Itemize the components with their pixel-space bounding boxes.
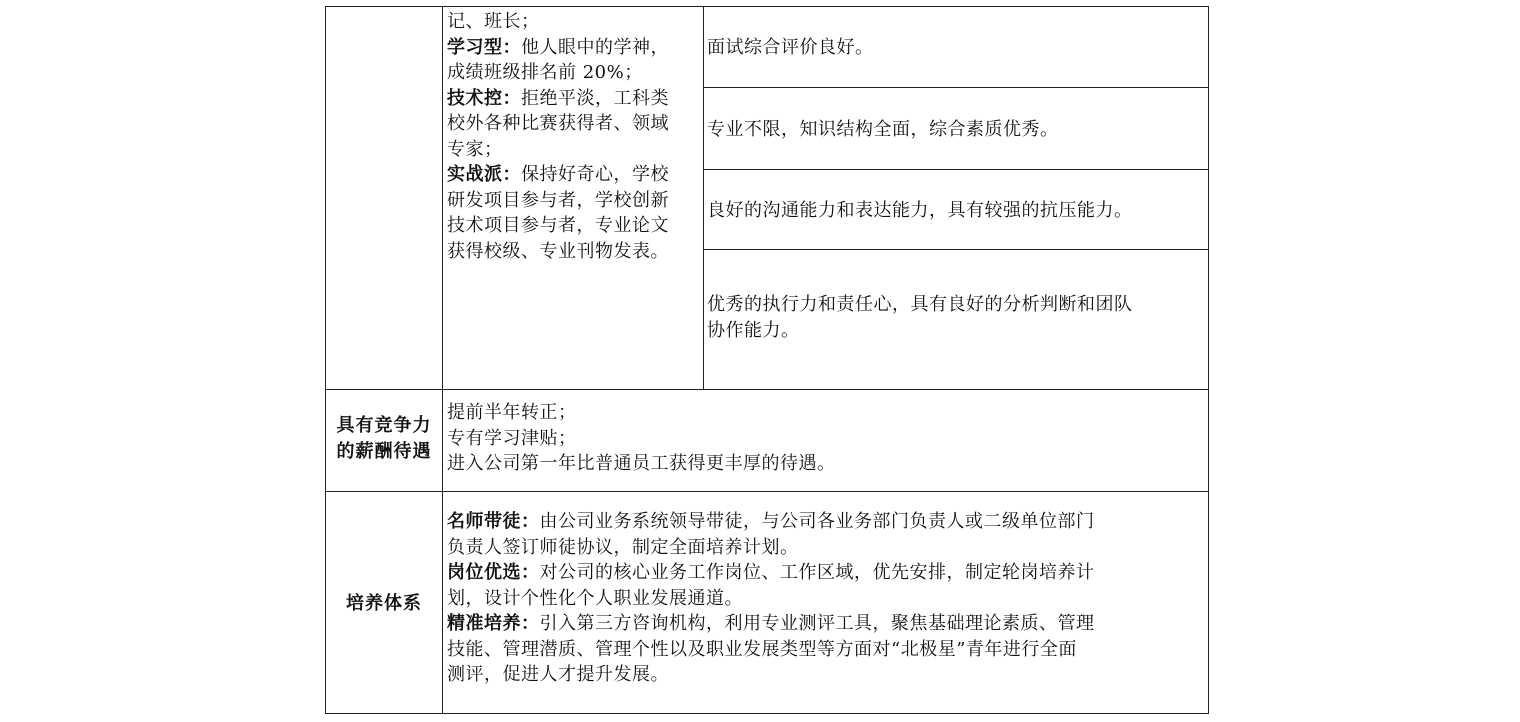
requirement-cell-major: 专业不限，知识结构全面，综合素质优秀。 [707, 119, 1059, 140]
requirement-cell-communication: 良好的沟通能力和表达能力，具有较强的抗压能力。 [707, 200, 1133, 221]
requirement-cell-execution: 优秀的执行力和责任心，具有良好的分析判断和团队 协作能力。 [707, 294, 1133, 341]
training-content [447, 509, 1095, 688]
table-divider [326, 389, 1208, 390]
text-line: 获得校级、专业刊物发表。 [447, 240, 669, 262]
text-line: 技术项目参与者，专业论文 [447, 215, 669, 236]
table-divider [703, 169, 1208, 170]
requirement-cell-interview: 面试综合评价良好。 [707, 37, 874, 58]
table-divider [442, 7, 443, 713]
text-line: 记、班长； [447, 11, 540, 32]
candidate-types-cell [447, 9, 701, 264]
table-divider [703, 7, 704, 389]
text-line: 技能、管理潜质、管理个性以及职业发展类型等方面对“北极星”青年进行全面 [447, 638, 1077, 660]
text-line: 负责人签订师徒协议，制定全面培养计划。 [447, 536, 799, 558]
salary-content: 提前半年转正； 专有学习津贴； 进入公司第一年比普通员工获得更丰厚的待遇。 [447, 402, 836, 474]
text-line: 专家； [447, 138, 503, 160]
salary-label: 具有竞争力 的薪酬待遇 [336, 415, 432, 462]
text-line: 成绩班级排名前 20%； [447, 62, 643, 83]
table-divider [703, 87, 1208, 88]
text-line: 测评，促进人才提升发展。 [447, 664, 669, 685]
text-line: 学习型：他人眼中的学神， [447, 36, 669, 58]
text-line: 研发项目参与者，学校创新 [447, 189, 669, 211]
text-line: 技术控：拒绝平淡，工科类 [447, 87, 669, 109]
text-line: 划，设计个性化个人职业发展通道。 [447, 587, 743, 609]
training-label: 培养体系 [346, 593, 422, 614]
text-line: 岗位优选：对公司的核心业务工作岗位、工作区域，优先安排，制定轮岗培养计 [447, 562, 1095, 583]
text-line: 校外各种比赛获得者、领域 [447, 113, 669, 134]
text-line: 实战派：保持好奇心，学校 [447, 164, 669, 185]
document-table [325, 6, 1209, 714]
table-divider [703, 249, 1208, 250]
text-line: 精准培养：引入第三方咨询机构，利用专业测评工具，聚焦基础理论素质、管理 [447, 613, 1095, 634]
table-divider [326, 491, 1208, 492]
text-line: 名师带徒：由公司业务系统领导带徒，与公司各业务部门负责人或二级单位部门 [447, 511, 1095, 532]
